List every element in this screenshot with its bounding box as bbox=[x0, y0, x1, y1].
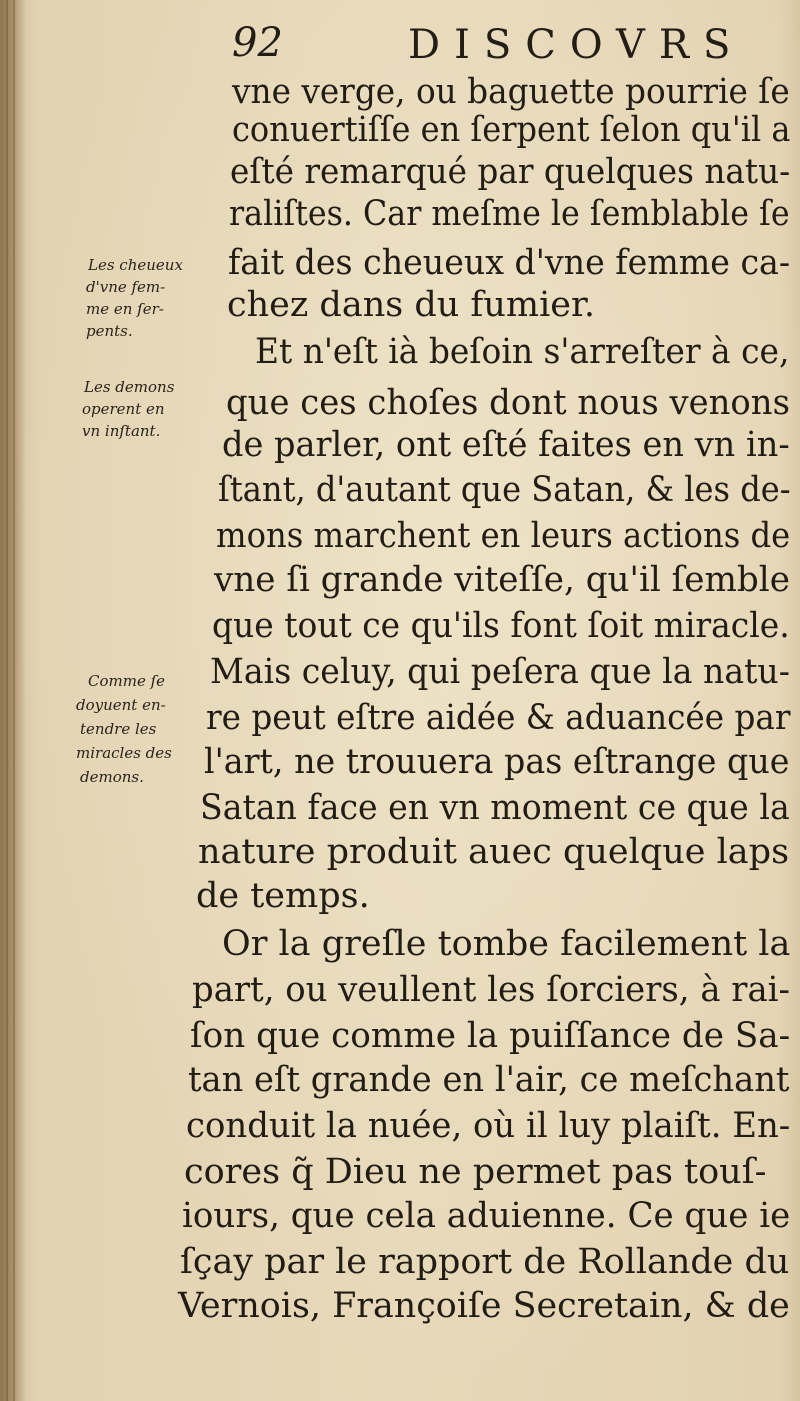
margin-note-line: vn inſtant. bbox=[82, 422, 161, 440]
text-line: Or la greſle tombe facilement la bbox=[222, 924, 791, 964]
text-line: re peut eſtre aidée & aduancée par bbox=[206, 698, 791, 738]
text-line: nature produit auec quelque laps bbox=[198, 832, 790, 872]
text-line: fait des cheueux d'vne femme ca- bbox=[228, 243, 791, 283]
text-line: de temps. bbox=[196, 876, 370, 916]
text-line: Et n'eſt ià beſoin s'arreſter à ce, bbox=[255, 332, 790, 372]
text-line: ſçay par le rapport de Rollande du bbox=[180, 1242, 790, 1282]
text-line: Satan face en vn moment ce que la bbox=[200, 788, 790, 828]
margin-note-line: Les cheueux bbox=[88, 256, 183, 274]
text-line: conuertiſſe en ſerpent ſelon qu'il a bbox=[232, 110, 791, 150]
text-line: l'art, ne trouuera pas eſtrange que bbox=[204, 742, 790, 782]
text-line: Mais celuy, qui peſera que la natu- bbox=[210, 652, 790, 692]
text-line: cores q̃ Dieu ne permet pas touſ- bbox=[184, 1152, 767, 1192]
text-line: vne verge, ou baguette pourrie ſe bbox=[232, 72, 790, 112]
text-line: conduit la nuée, où il luy plaiſt. En- bbox=[186, 1106, 791, 1146]
text-line: iours, que cela aduienne. Ce que ie bbox=[182, 1196, 791, 1236]
text-line: que tout ce qu'ils font ſoit miracle. bbox=[212, 606, 790, 646]
text-line: de parler, ont eſté faites en vn in- bbox=[222, 425, 790, 465]
page-number: 92 bbox=[232, 20, 283, 66]
text-line: ſtant, d'autant que Satan, & les de- bbox=[218, 470, 791, 510]
text-line: part, ou veullent les ſorciers, à rai- bbox=[192, 970, 790, 1010]
margin-note-line: miracles des bbox=[76, 744, 172, 762]
margin-note-line: pents. bbox=[86, 322, 133, 340]
page-header bbox=[228, 14, 788, 74]
spine-edge-line bbox=[6, 0, 8, 1401]
text-line: mons marchent en leurs actions de bbox=[216, 516, 791, 556]
margin-note-line: operent en bbox=[82, 400, 165, 418]
running-title: DISCOVRS bbox=[408, 22, 745, 68]
margin-note-line: tendre les bbox=[80, 720, 157, 738]
text-line: eſté remarqué par quelques natu- bbox=[230, 152, 791, 192]
text-line: que ces choſes dont nous venons bbox=[226, 383, 790, 423]
margin-note-line: demons. bbox=[80, 768, 144, 786]
margin-note-line: doyuent en- bbox=[76, 696, 166, 714]
text-line: vne ſi grande viteſſe, qu'il ſemble bbox=[214, 560, 790, 600]
text-line: chez dans du fumier. bbox=[227, 285, 595, 325]
margin-note-line: Comme ſe bbox=[88, 672, 166, 690]
text-line: raliſtes. Car meſme le ſemblable ſe bbox=[229, 194, 790, 234]
text-line: tan eſt grande en l'air, ce meſchant bbox=[188, 1060, 790, 1100]
margin-note-line: me en ſer- bbox=[86, 300, 164, 318]
margin-note-line: d'vne fem- bbox=[86, 278, 166, 296]
spine-edge-line bbox=[13, 0, 15, 1401]
text-line: ſon que comme la puiſſance de Sa- bbox=[190, 1016, 791, 1056]
text-line: Vernois, Françoiſe Secretain, & de bbox=[178, 1286, 790, 1326]
margin-note-line: Les demons bbox=[84, 378, 175, 396]
